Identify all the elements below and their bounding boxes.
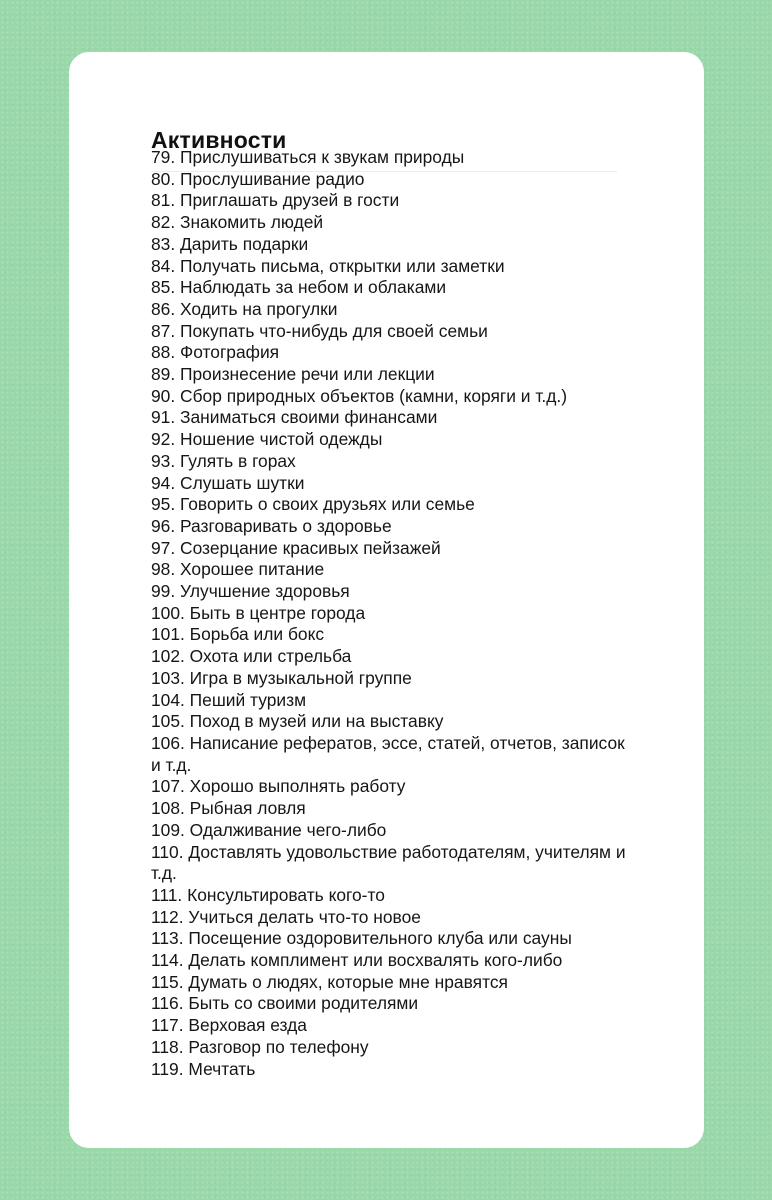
activity-item: 93. Гулять в горах [151,450,296,471]
activity-item: 114. Делать комплимент или восхвалять кого-либо [151,950,563,971]
activity-item: 80. Прослушивание радио [151,168,365,189]
activity-item: 102. Охота или стрельба [151,646,352,667]
activity-item: 91. Заниматься своими финансами [151,407,438,428]
activity-item: 87. Покупать что-нибудь для своей семьи [151,320,488,341]
activity-item: 90. Сбор природных объектов (камни, коряги и т.д.) [151,385,567,406]
activity-item: 83. Дарить подарки [151,233,309,254]
activity-item: 117. Верховая езда [151,1015,307,1036]
activity-item: 115. Думать о людях, которые мне нравятся [151,971,508,992]
activity-item: 116. Быть со своими родителями [151,993,419,1014]
activity-item: 105. Поход в музей или на выставку [151,711,444,732]
activities-card [69,52,704,1148]
activity-item: 118. Разговор по телефону [151,1036,369,1057]
activity-item: 84. Получать письма, открытки или заметки [151,255,505,276]
activity-item: 100. Быть в центре города [151,602,366,623]
activity-item: 107. Хорошо выполнять работу [151,776,406,797]
activity-item: 111. Консультировать кого-то [151,884,385,905]
activity-item: 82. Знакомить людей [151,212,324,233]
activity-item: 109. Одалживание чего-либо [151,819,387,840]
activity-item: 98. Хорошее питание [151,559,325,580]
activity-item: 119. Мечтать [151,1058,256,1079]
activity-item: 88. Фотография [151,342,280,363]
activity-item: 99. Улучшение здоровья [151,581,350,602]
activity-item: 79. Прислушиваться к звукам природы [151,147,465,167]
activity-item: 81. Приглашать друзей в гости [151,190,400,211]
card-title: Активности [151,127,287,153]
activity-item: 110. Доставлять удовольствие работодателям, учителям и т.д. [151,841,626,884]
activity-item: 103. Игра в музыкальной группе [151,667,412,688]
activity-item: 96. Разговаривать о здоровье [151,515,392,536]
activity-item: 113. Посещение оздоровительного клуба или сауны [151,928,572,949]
activity-item: 101. Борьба или бокс [151,624,325,645]
activity-item: 106. Написание рефератов, эссе, статей, отчетов, записок и т.д. [151,732,625,775]
activity-list [151,147,631,1080]
activity-item: 86. Ходить на прогулки [151,298,338,319]
activity-item: 104. Пеший туризм [151,689,307,710]
activity-item: 95. Говорить о своих друзьях или семье [151,494,475,515]
activity-item: 85. Наблюдать за небом и облаками [151,277,447,298]
activity-item: 112. Учиться делать что-то новое [151,906,421,927]
activity-item: 92. Ношение чистой одежды [151,429,383,450]
activity-item: 97. Созерцание красивых пейзажей [151,537,441,558]
activity-item: 89. Произнесение речи или лекции [151,364,435,385]
activity-item: 108. Рыбная ловля [151,798,306,819]
activity-item: 94. Слушать шутки [151,472,305,493]
